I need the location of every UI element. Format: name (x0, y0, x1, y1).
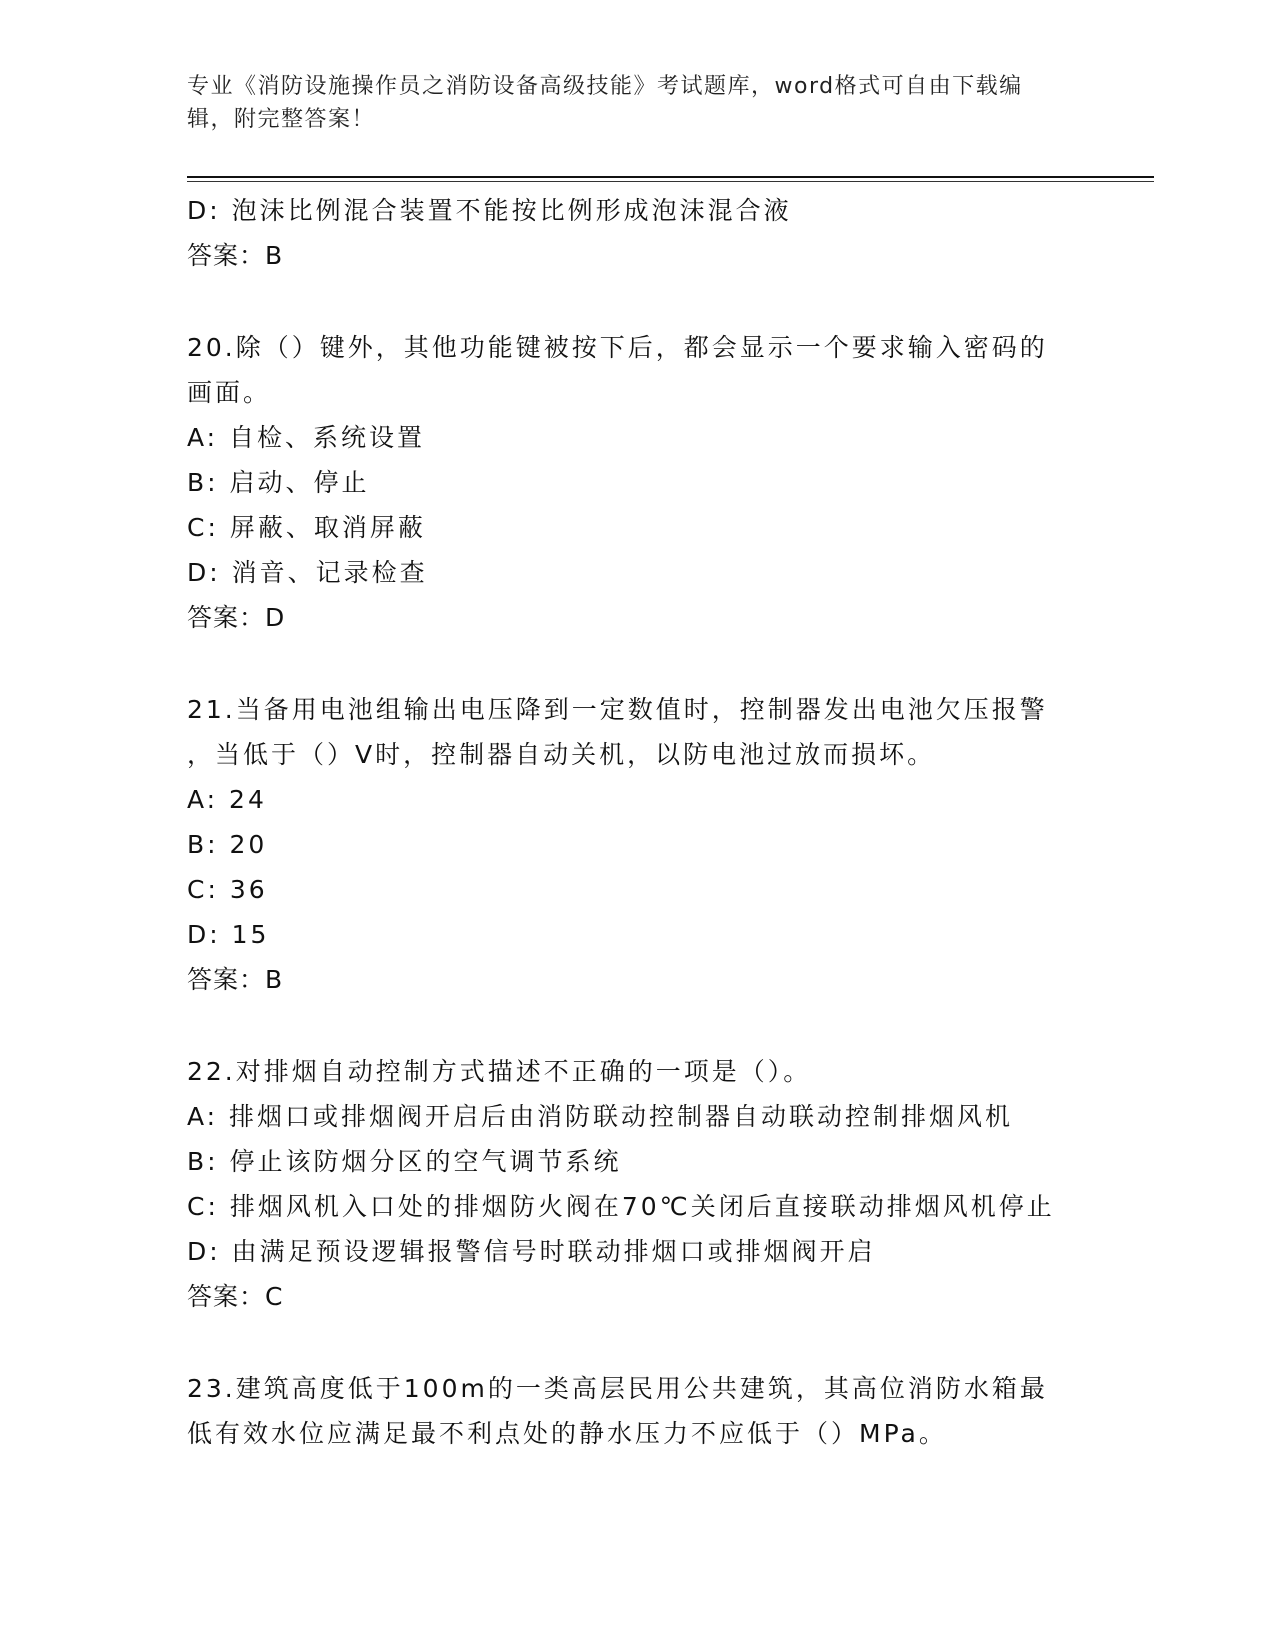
option-d: D: 15 (187, 920, 270, 949)
option-b: B: 启动、停止 (187, 468, 370, 497)
question-block-21 (187, 687, 1087, 1002)
question-block-23 (187, 1366, 1087, 1456)
question-stem-line: 22.对排烟自动控制方式描述不正确的一项是（）。 (187, 1057, 812, 1086)
option-b: B: 20 (187, 830, 268, 859)
page-header-text: 专业《消防设施操作员之消防设备高级技能》考试题库，word格式可自由下载编辑，附完整答案！ (187, 74, 1023, 132)
question-stem-line: 画面。 (187, 378, 272, 407)
answer-line: 答案：B (187, 241, 284, 270)
answer-line: 答案：B (187, 965, 284, 994)
question-stem-line: 低有效水位应满足最不利点处的静水压力不应低于（）MPa。 (187, 1419, 947, 1448)
question-stem-line: ，当低于（）V时，控制器自动关机，以防电池过放而损坏。 (187, 740, 936, 769)
question-gap (187, 278, 1087, 325)
question-gap (187, 640, 1087, 687)
question-stem-line: 23.建筑高度低于100m的一类高层民用公共建筑，其高位消防水箱最 (187, 1374, 1048, 1403)
option-d: D: 泡沫比例混合装置不能按比例形成泡沫混合液 (187, 196, 792, 225)
question-block-22 (187, 1049, 1087, 1319)
option-a: A: 排烟口或排烟阀开启后由消防联动控制器自动联动控制排烟风机 (187, 1102, 1014, 1131)
option-d: D: 消音、记录检查 (187, 558, 428, 587)
option-d: D: 由满足预设逻辑报警信号时联动排烟口或排烟阀开启 (187, 1237, 876, 1266)
answer-line: 答案：D (187, 603, 286, 632)
header-divider-thick (187, 176, 1154, 178)
question-stem-line: 20.除（）键外，其他功能键被按下后，都会显示一个要求输入密码的 (187, 333, 1048, 362)
question-stem-line: 21.当备用电池组输出电压降到一定数值时，控制器发出电池欠压报警 (187, 695, 1048, 724)
option-c: C: 36 (187, 875, 268, 904)
option-a: A: 24 (187, 785, 267, 814)
question-block-20 (187, 325, 1087, 640)
option-c: C: 屏蔽、取消屏蔽 (187, 513, 426, 542)
option-b: B: 停止该防烟分区的空气调节系统 (187, 1147, 622, 1176)
question-content (187, 188, 1087, 1456)
answer-line: 答案：C (187, 1282, 284, 1311)
question-gap (187, 1319, 1087, 1366)
option-a: A: 自检、系统设置 (187, 423, 426, 452)
option-c: C: 排烟风机入口处的排烟防火阀在70℃关闭后直接联动排烟风机停止 (187, 1192, 1055, 1221)
question-gap (187, 1002, 1087, 1049)
header-divider-thin (187, 181, 1154, 182)
